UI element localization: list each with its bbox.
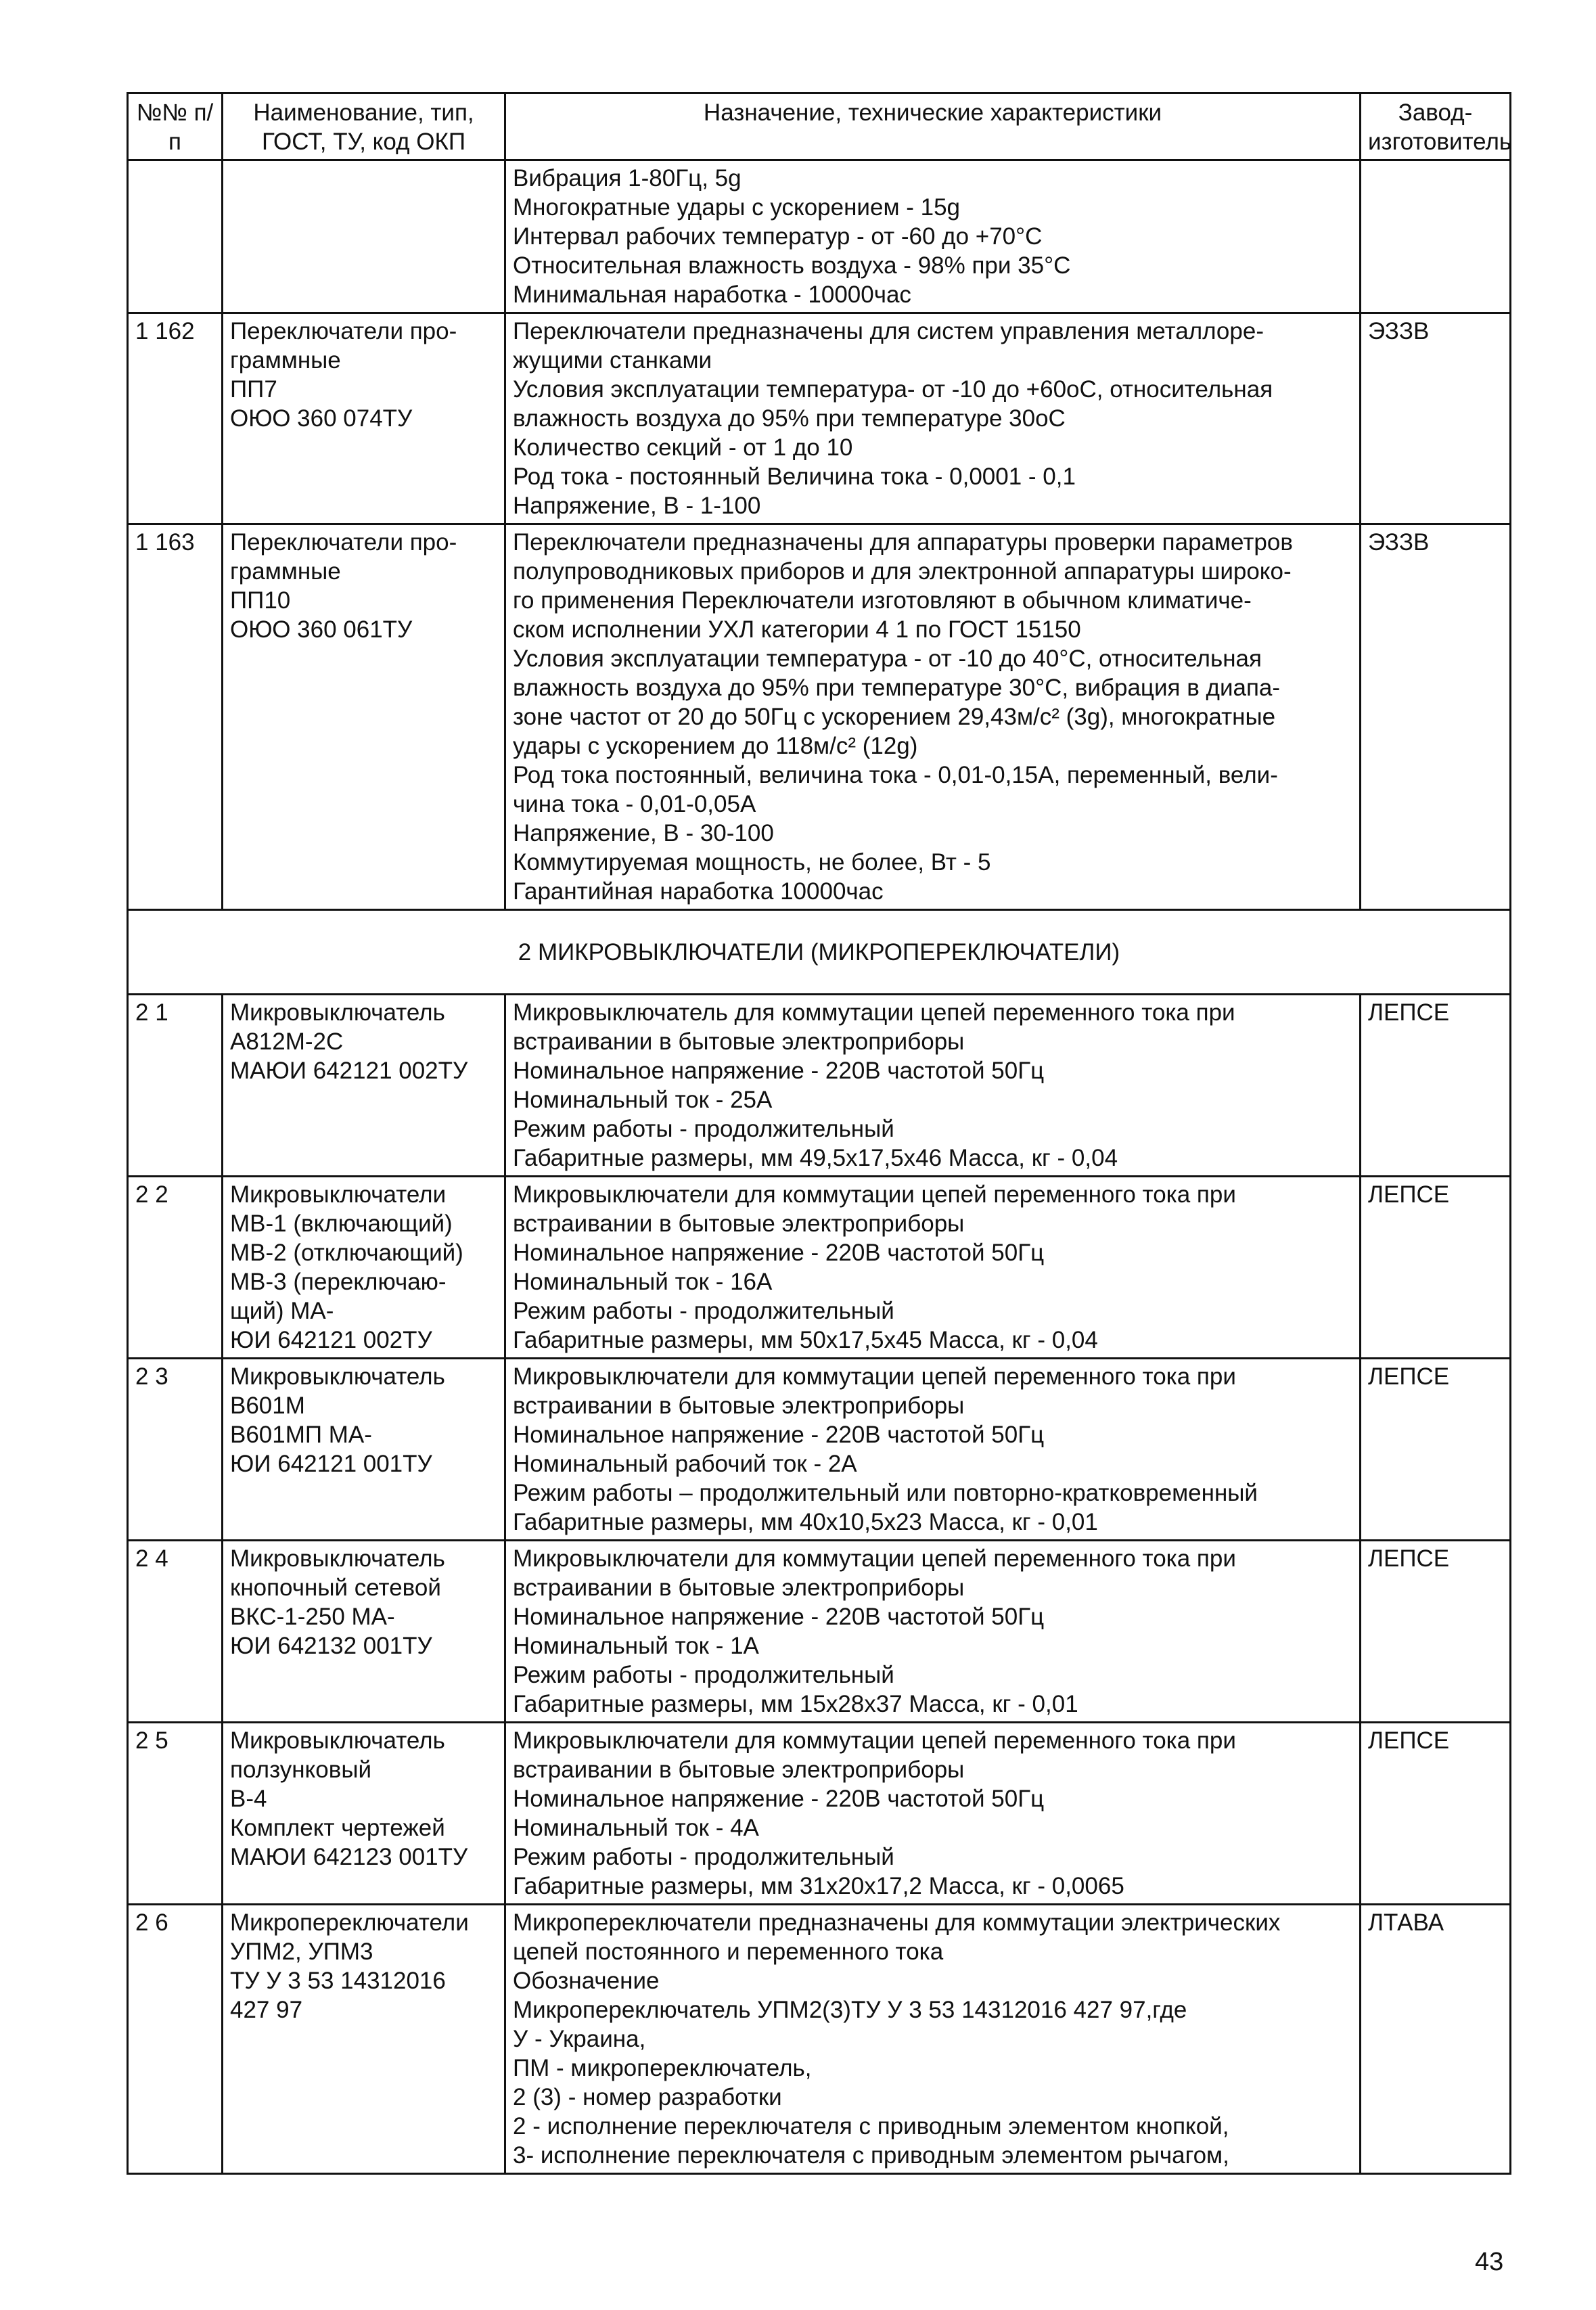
- name-line: ОЮО 360 074ТУ: [230, 405, 413, 432]
- name-line: Микровыключатели: [230, 1181, 447, 1208]
- desc-line: 3- исполнение переключателя с приводным элементом рычагом,: [513, 2142, 1229, 2169]
- desc-line: Род тока постоянный, величина тока - 0,01-0,15А, переменный, вели-: [513, 762, 1278, 788]
- table-row: [128, 1905, 1511, 2174]
- product-description: [505, 1177, 1361, 1359]
- name-line: граммные: [230, 347, 341, 373]
- manufacturer: ЛЕПСЕ: [1361, 1177, 1511, 1359]
- desc-line: цепей постоянного и переменного тока: [513, 1939, 944, 1965]
- name-line: В601МП МА-: [230, 1422, 372, 1448]
- name-line: УПМ2, УПМ3: [230, 1939, 373, 1965]
- desc-line: влажность воздуха до 95% при температуре 30°C, вибрация в диапа-: [513, 675, 1281, 701]
- manufacturer: ЛЕПСЕ: [1361, 1359, 1511, 1541]
- row-number: 1 162: [128, 313, 223, 524]
- desc-line: Номинальный ток - 16А: [513, 1269, 773, 1295]
- product-name: [223, 1541, 505, 1723]
- desc-line: Номинальный рабочий ток - 2А: [513, 1451, 857, 1477]
- desc-line: Режим работы - продолжительный: [513, 1844, 894, 1870]
- product-description: [505, 1905, 1361, 2174]
- name-line: МВ-2 (отключающий): [230, 1240, 463, 1266]
- desc-line: встраивании в бытовые электроприборы: [513, 1028, 965, 1055]
- desc-line: Номинальное напряжение - 220В частотой 50Гц: [513, 1422, 1045, 1448]
- name-line: Микровыключатель: [230, 1545, 445, 1572]
- desc-line: встраивании в бытовые электроприборы: [513, 1392, 965, 1419]
- name-line: В-4: [230, 1786, 267, 1812]
- header-row: [128, 93, 1511, 160]
- desc-line: Номинальный ток - 1А: [513, 1633, 759, 1659]
- desc-line: Режим работы - продолжительный: [513, 1116, 894, 1142]
- desc-line: Габаритные размеры, мм 50х17,5х45 Масса, кг - 0,04: [513, 1327, 1098, 1353]
- header-name: Наименование, тип, ГОСТ, ТУ, код ОКП: [223, 93, 505, 160]
- desc-line: Номинальное напряжение - 220В частотой 50Гц: [513, 1786, 1045, 1812]
- header-purpose: Назначение, технические характеристики: [505, 93, 1361, 160]
- desc-line: Габаритные размеры, мм 40х10,5х23 Масса, кг - 0,01: [513, 1509, 1098, 1535]
- name-line: щий) МА-: [230, 1298, 334, 1324]
- desc-line: Интервал рабочих температур - от -60 до +70°C: [513, 223, 1043, 250]
- desc-line: Режим работы - продолжительный: [513, 1298, 894, 1324]
- desc-line: Род тока - постоянный Величина тока - 0,0001 - 0,1: [513, 463, 1076, 490]
- name-line: ЮИ 642121 002ТУ: [230, 1327, 432, 1353]
- name-line: ПП10: [230, 587, 291, 614]
- row-number: 2 1: [128, 995, 223, 1177]
- desc-line: ском исполнении УХЛ категории 4 1 по ГОСТ 15150: [513, 616, 1081, 643]
- table-row: [128, 1723, 1511, 1905]
- product-description: [505, 995, 1361, 1177]
- product-name: [223, 313, 505, 524]
- name-line: кнопочный сетевой: [230, 1575, 441, 1601]
- name-line: МАЮИ 642121 002ТУ: [230, 1058, 468, 1084]
- continuation-row: [128, 160, 1511, 313]
- desc-line: Напряжение, В - 30-100: [513, 820, 774, 846]
- product-description: [505, 524, 1361, 910]
- name-line: Переключатели про-: [230, 529, 457, 556]
- desc-line: 2 (3) - номер разработки: [513, 2084, 782, 2110]
- product-name: [223, 524, 505, 910]
- table-body-a: [128, 160, 1511, 910]
- name-line: Микропереключатели: [230, 1909, 469, 1936]
- name-line: 427 97: [230, 1997, 303, 2023]
- manufacturer: ЛЕПСЕ: [1361, 995, 1511, 1177]
- desc-line: Номинальный ток - 25А: [513, 1087, 773, 1113]
- desc-line: Номинальное напряжение - 220В частотой 50Гц: [513, 1240, 1045, 1266]
- desc-line: го применения Переключатели изготовляют в обычном климатиче-: [513, 587, 1252, 614]
- continuation-num: [128, 160, 223, 313]
- spec-table: [127, 92, 1511, 2175]
- product-name: [223, 1177, 505, 1359]
- desc-line: У - Украина,: [513, 2026, 646, 2052]
- desc-line: Напряжение, В - 1-100: [513, 493, 761, 519]
- name-line: Комплект чертежей: [230, 1815, 445, 1841]
- row-number: 2 6: [128, 1905, 223, 2174]
- desc-line: удары с ускорением до 118м/с² (12g): [513, 733, 918, 759]
- name-line: А812М-2С: [230, 1028, 344, 1055]
- desc-line: Условия эксплуатации температура- от -10 до +60оС, относительная: [513, 376, 1273, 403]
- name-line: МВ-3 (переключаю-: [230, 1269, 447, 1295]
- header-maker: Завод-изготовитель: [1361, 93, 1511, 160]
- desc-line: Микровыключатели для коммутации цепей переменного тока при: [513, 1363, 1236, 1390]
- product-name: [223, 995, 505, 1177]
- desc-line: встраивании в бытовые электроприборы: [513, 1757, 965, 1783]
- desc-line: Минимальная наработка - 10000час: [513, 281, 911, 308]
- continuation-desc: [505, 160, 1361, 313]
- desc-line: Вибрация 1-80Гц, 5g: [513, 165, 742, 191]
- desc-line: Режим работы – продолжительный или повторно-кратковременный: [513, 1480, 1258, 1506]
- name-line: Переключатели про-: [230, 318, 457, 344]
- desc-line: Коммутируемая мощность, не более, Вт - 5: [513, 849, 991, 876]
- product-name: [223, 1723, 505, 1905]
- page-number: 43: [1475, 2248, 1504, 2276]
- table-body-b: [128, 995, 1511, 2174]
- product-name: [223, 1905, 505, 2174]
- name-line: Микровыключатель: [230, 999, 445, 1026]
- desc-line: Микровыключатель для коммутации цепей переменного тока при: [513, 999, 1235, 1026]
- table-row: [128, 313, 1511, 524]
- name-line: В601М: [230, 1392, 305, 1419]
- desc-line: Габаритные размеры, мм 49,5х17,5х46 Масса, кг - 0,04: [513, 1145, 1118, 1171]
- manufacturer: ЛЕПСЕ: [1361, 1723, 1511, 1905]
- row-number: 1 163: [128, 524, 223, 910]
- continuation-name: [223, 160, 505, 313]
- desc-line: Относительная влажность воздуха - 98% при 35°C: [513, 252, 1071, 279]
- desc-line: Номинальный ток - 4А: [513, 1815, 759, 1841]
- desc-line: Условия эксплуатации температура - от -10 до 40°C, относительная: [513, 646, 1262, 672]
- name-line: ОЮО 360 061ТУ: [230, 616, 413, 643]
- name-line: Микровыключатель: [230, 1363, 445, 1390]
- row-number: 2 2: [128, 1177, 223, 1359]
- section-title: 2 МИКРОВЫКЛЮЧАТЕЛИ (МИКРОПЕРЕКЛЮЧАТЕЛИ): [128, 910, 1511, 995]
- desc-line: полупроводниковых приборов и для электронной аппаратуры широко-: [513, 558, 1292, 585]
- desc-line: чина тока - 0,01-0,05А: [513, 791, 756, 817]
- desc-line: ПМ - микропереключатель,: [513, 2055, 812, 2081]
- desc-line: Переключатели предназначены для систем управления металлоре-: [513, 318, 1264, 344]
- name-line: ползунковый: [230, 1757, 372, 1783]
- row-number: 2 3: [128, 1359, 223, 1541]
- desc-line: Габаритные размеры, мм 15х28х37 Масса, кг - 0,01: [513, 1691, 1078, 1717]
- name-line: МАЮИ 642123 001ТУ: [230, 1844, 468, 1870]
- desc-line: Многократные удары с ускорением - 15g: [513, 194, 961, 221]
- table-row: [128, 995, 1511, 1177]
- manufacturer: ЛТАВА: [1361, 1905, 1511, 2174]
- name-line: ТУ У 3 53 14312016: [230, 1968, 446, 1994]
- product-description: [505, 1359, 1361, 1541]
- name-line: граммные: [230, 558, 341, 585]
- desc-line: Номинальное напряжение - 220В частотой 50Гц: [513, 1604, 1045, 1630]
- desc-line: Габаритные размеры, мм 31х20х17,2 Масса, кг - 0,0065: [513, 1873, 1124, 1899]
- manufacturer: ЭЗЗВ: [1361, 524, 1511, 910]
- manufacturer: ЭЗЗВ: [1361, 313, 1511, 524]
- desc-line: жущими станками: [513, 347, 712, 373]
- name-line: ЮИ 642121 001ТУ: [230, 1451, 432, 1477]
- desc-line: Режим работы - продолжительный: [513, 1662, 894, 1688]
- desc-line: встраивании в бытовые электроприборы: [513, 1210, 965, 1237]
- table-row: [128, 1359, 1511, 1541]
- name-line: ПП7: [230, 376, 277, 403]
- desc-line: Микровыключатели для коммутации цепей переменного тока при: [513, 1181, 1236, 1208]
- row-number: 2 5: [128, 1723, 223, 1905]
- desc-line: зоне частот от 20 до 50Гц с ускорением 29,43м/с² (3g), многократные: [513, 704, 1276, 730]
- name-line: ЮИ 642132 001ТУ: [230, 1633, 432, 1659]
- desc-line: 2 - исполнение переключателя с приводным элементом кнопкой,: [513, 2113, 1229, 2139]
- continuation-maker: [1361, 160, 1511, 313]
- header-num: №№ п/п: [128, 93, 223, 160]
- desc-line: Микровыключатели для коммутации цепей переменного тока при: [513, 1545, 1236, 1572]
- table-row: [128, 1541, 1511, 1723]
- desc-line: Номинальное напряжение - 220В частотой 50Гц: [513, 1058, 1045, 1084]
- name-line: Микровыключатель: [230, 1727, 445, 1754]
- desc-line: встраивании в бытовые электроприборы: [513, 1575, 965, 1601]
- table-row: [128, 1177, 1511, 1359]
- name-line: ВКС-1-250 МА-: [230, 1604, 395, 1630]
- desc-line: влажность воздуха до 95% при температуре 30оС: [513, 405, 1066, 432]
- desc-line: Количество секций - от 1 до 10: [513, 434, 853, 461]
- table-row: [128, 524, 1511, 910]
- product-description: [505, 313, 1361, 524]
- manufacturer: ЛЕПСЕ: [1361, 1541, 1511, 1723]
- desc-line: Микропереключатели предназначены для коммутации электрических: [513, 1909, 1281, 1936]
- name-line: МВ-1 (включающий): [230, 1210, 453, 1237]
- desc-line: Микровыключатели для коммутации цепей переменного тока при: [513, 1727, 1236, 1754]
- product-name: [223, 1359, 505, 1541]
- section-row: [128, 910, 1511, 995]
- row-number: 2 4: [128, 1541, 223, 1723]
- desc-line: Переключатели предназначены для аппаратуры проверки параметров: [513, 529, 1293, 556]
- desc-line: Обозначение: [513, 1968, 660, 1994]
- desc-line: Гарантийная наработка 10000час: [513, 878, 884, 905]
- product-description: [505, 1541, 1361, 1723]
- section-body: [128, 910, 1511, 995]
- product-description: [505, 1723, 1361, 1905]
- desc-line: Микропереключатель УПМ2(3)ТУ У 3 53 14312016 427 97,где: [513, 1997, 1187, 2023]
